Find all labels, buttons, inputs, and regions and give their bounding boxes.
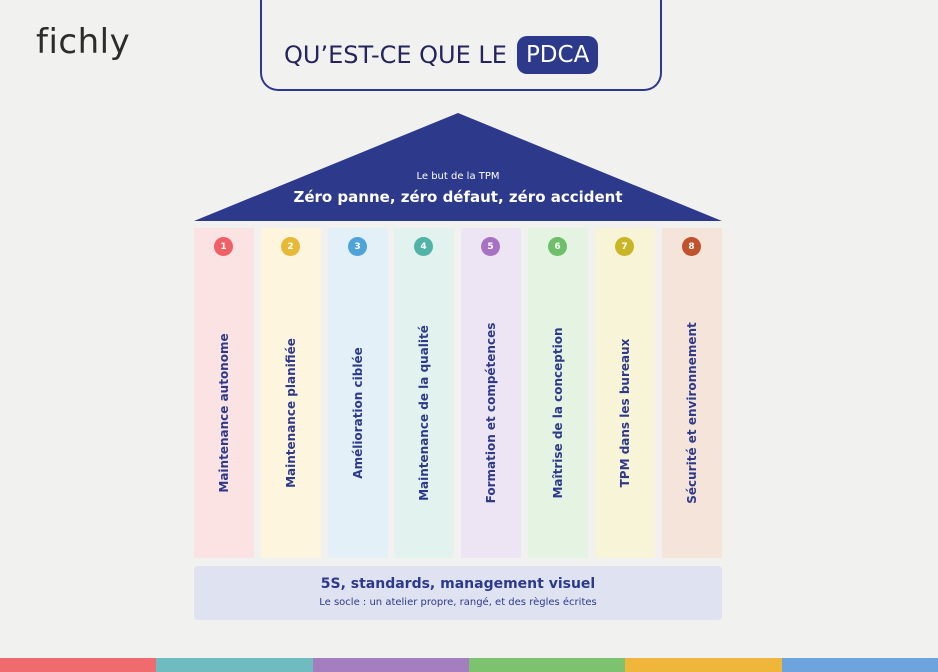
pillar-number-badge: 7 bbox=[615, 237, 634, 256]
roof-subtitle: Le but de la TPM bbox=[416, 171, 500, 182]
pillar-label: Formation et compétences bbox=[484, 322, 498, 504]
foundation-base bbox=[194, 566, 722, 620]
pillar-number-badge: 5 bbox=[481, 237, 500, 256]
footer-stripe bbox=[625, 658, 781, 672]
pillar-3 bbox=[328, 228, 388, 558]
pillar-number-badge: 4 bbox=[414, 237, 433, 256]
pillar-label: Maîtrise de la conception bbox=[551, 327, 565, 499]
base-subtitle: Le socle : un atelier propre, rangé, et des règles écrites bbox=[319, 597, 597, 608]
pillar-4 bbox=[394, 228, 454, 558]
pillar-label: Maintenance planifiée bbox=[284, 338, 298, 488]
pillar-5 bbox=[461, 228, 521, 558]
pillar-label: Maintenance autonome bbox=[217, 333, 231, 493]
pillar-2 bbox=[261, 228, 321, 558]
title-highlight-badge: PDCA bbox=[517, 36, 598, 74]
pillar-label: Amélioration ciblée bbox=[351, 347, 365, 479]
pillar-7 bbox=[595, 228, 655, 558]
fichly-logo: fichly bbox=[36, 22, 131, 62]
pillar-label: Sécurité et environnement bbox=[685, 322, 699, 504]
pillar-6 bbox=[528, 228, 588, 558]
footer-stripes bbox=[0, 658, 938, 672]
pillar-8 bbox=[662, 228, 722, 558]
pillar-number-badge: 2 bbox=[281, 237, 300, 256]
pillar-1 bbox=[194, 228, 254, 558]
title-prefix: QU’EST-CE QUE LE bbox=[284, 41, 507, 69]
pillar-label: Maintenance de la qualité bbox=[417, 325, 431, 501]
roof-title: Zéro panne, zéro défaut, zéro accident bbox=[293, 188, 623, 206]
base-title: 5S, standards, management visuel bbox=[320, 576, 596, 592]
footer-stripe bbox=[313, 658, 469, 672]
pillar-number-badge: 1 bbox=[214, 237, 233, 256]
pillar-number-badge: 3 bbox=[348, 237, 367, 256]
footer-stripe bbox=[469, 658, 625, 672]
pillar-number-badge: 6 bbox=[548, 237, 567, 256]
footer-stripe bbox=[0, 658, 156, 672]
pillar-label: TPM dans les bureaux bbox=[618, 338, 632, 488]
footer-stripe bbox=[782, 658, 938, 672]
footer-stripe bbox=[156, 658, 312, 672]
pillar-number-badge: 8 bbox=[682, 237, 701, 256]
